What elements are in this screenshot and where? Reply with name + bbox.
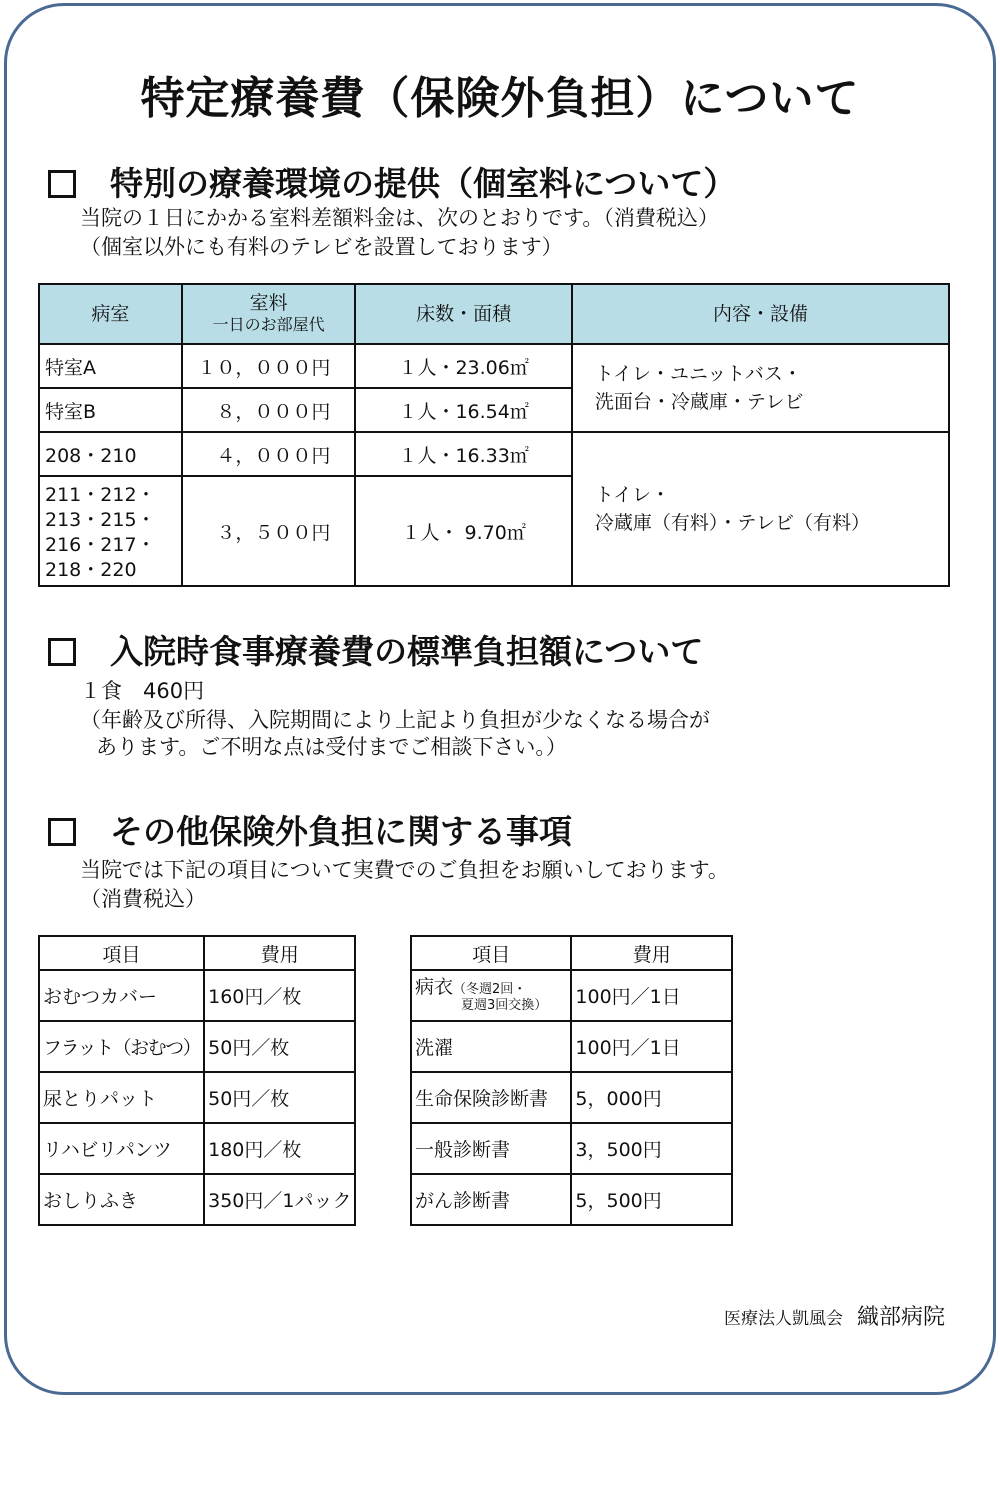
- meal-note-1: （年齢及び所得、入院期間により上記より負担が少なくなる場合が: [80, 708, 710, 732]
- equip-line: 洗面台・冷蔵庫・テレビ: [594, 391, 804, 413]
- cost-cell: 5，000円: [571, 1072, 732, 1123]
- equip-line: トイレ・ユニットバス・: [594, 363, 802, 385]
- header-item: 項目: [39, 936, 204, 970]
- other-intro: 当院では下記の項目について実費でのご負担をお願いしております。: [80, 858, 729, 882]
- tv-note: （個室以外にも有料のテレビを設置しております）: [80, 235, 563, 259]
- room-line: 216・217・: [45, 534, 156, 556]
- room-cell: [39, 476, 182, 586]
- bed-cell: １人・16.54㎡: [355, 388, 572, 432]
- hospital-name: 織部病院: [856, 1305, 945, 1330]
- header-room: 病室: [39, 284, 182, 344]
- table-row: [39, 432, 949, 476]
- room-fee-intro: 当院の１日にかかる室料差額料金は、次のとおりです。（消費税込）: [80, 206, 719, 230]
- room-line: 211・212・: [45, 484, 156, 506]
- fee-cell: ８，０００円: [182, 388, 356, 432]
- table-row: [411, 1174, 732, 1225]
- cost-cell: 50円／枚: [204, 1072, 355, 1123]
- header-cost: 費用: [571, 936, 732, 970]
- table-row: [39, 1021, 355, 1072]
- table-row: [411, 1123, 732, 1174]
- section-heading-text: 特別の療養環境の提供（個室料について）: [110, 164, 737, 203]
- cost-cell: 100円／1日: [571, 970, 732, 1021]
- table-row: [39, 1174, 355, 1225]
- cost-cell: 100円／1日: [571, 1021, 732, 1072]
- equip-cell: [572, 432, 949, 586]
- equip-line: 冷蔵庫（有料）・テレビ（有料）: [594, 512, 871, 534]
- item-cell: フラット（おむつ）: [39, 1021, 204, 1072]
- cost-cell: 160円／枚: [204, 970, 355, 1021]
- fee-cell: １０，０００円: [182, 344, 356, 388]
- room-cell: 208・210: [39, 432, 182, 476]
- table-row: [39, 970, 355, 1021]
- cost-cell: 50円／枚: [204, 1021, 355, 1072]
- equip-line: トイレ・: [594, 484, 670, 506]
- footer-signature: [724, 1300, 945, 1331]
- room-fee-table: [38, 283, 950, 587]
- table-row: [411, 1021, 732, 1072]
- section-heading-text: 入院時食事療養費の標準負担額について: [110, 632, 704, 671]
- item-cell: おむつカバー: [39, 970, 204, 1021]
- item-cell: 洗濯: [411, 1021, 571, 1072]
- cost-cell: 3，500円: [571, 1123, 732, 1174]
- table-header-row: [411, 936, 732, 970]
- services-fee-table: [410, 935, 733, 1226]
- section-private-room-heading: [48, 164, 736, 204]
- table-row: [39, 344, 949, 388]
- item-cell: 生命保険診断書: [411, 1072, 571, 1123]
- table-header-row: [39, 284, 949, 344]
- header-equip: 内容・設備: [572, 284, 949, 344]
- page-title: 特定療養費（保険外負担）について: [140, 73, 860, 124]
- fee-cell: ４，０００円: [182, 432, 356, 476]
- bed-cell: １人・23.06㎡: [355, 344, 572, 388]
- organization-name: 医療法人凱風会: [723, 1309, 843, 1329]
- section-other-heading: [48, 812, 572, 852]
- equip-cell: [572, 344, 949, 432]
- tax-note: （消費税込）: [80, 887, 206, 911]
- checkbox-square-icon: [48, 170, 76, 198]
- gown-label: 病衣: [415, 975, 454, 998]
- item-cell: おしりふき: [39, 1174, 204, 1225]
- item-cell: 一般診断書: [411, 1123, 571, 1174]
- header-fee-sub: 一日のお部屋代: [212, 315, 325, 334]
- table-row: [411, 970, 732, 1021]
- section-heading-text: その他保険外負担に関する事項: [110, 812, 572, 851]
- meal-price: １食 460円: [80, 679, 205, 703]
- cost-cell: 5，500円: [571, 1174, 732, 1225]
- table-header-row: [39, 936, 355, 970]
- header-item: 項目: [411, 936, 571, 970]
- checkbox-square-icon: [48, 818, 76, 846]
- item-cell: リハビリパンツ: [39, 1123, 204, 1174]
- header-cost: 費用: [204, 936, 355, 970]
- cost-cell: 180円／枚: [204, 1123, 355, 1174]
- header-bed: 床数・面積: [355, 284, 572, 344]
- room-cell: 特室B: [39, 388, 182, 432]
- header-fee-main: 室料: [249, 292, 288, 314]
- bed-cell: １人・ 9.70㎡: [355, 476, 572, 586]
- section-meal-heading: [48, 632, 703, 672]
- bed-cell: １人・16.33㎡: [355, 432, 572, 476]
- table-row: [39, 1072, 355, 1123]
- meal-note-2: あります。ご不明な点は受付までご相談下さい。）: [96, 735, 567, 759]
- table-row: [39, 1123, 355, 1174]
- item-cell: 尿とりパット: [39, 1072, 204, 1123]
- table-row: [411, 1072, 732, 1123]
- room-line: 218・220: [45, 559, 137, 581]
- item-cell: がん診断書: [411, 1174, 571, 1225]
- fee-cell: ３，５００円: [182, 476, 356, 586]
- gown-note-2: 夏週3回交換）: [461, 997, 548, 1013]
- header-fee: [182, 284, 356, 344]
- item-cell: [411, 970, 571, 1021]
- gown-note-1: （冬週2回・: [453, 981, 527, 997]
- cost-cell: 350円／1パック: [204, 1174, 355, 1225]
- room-line: 213・215・: [45, 509, 156, 531]
- room-cell: 特室A: [39, 344, 182, 388]
- supplies-fee-table: [38, 935, 356, 1226]
- checkbox-square-icon: [48, 638, 76, 666]
